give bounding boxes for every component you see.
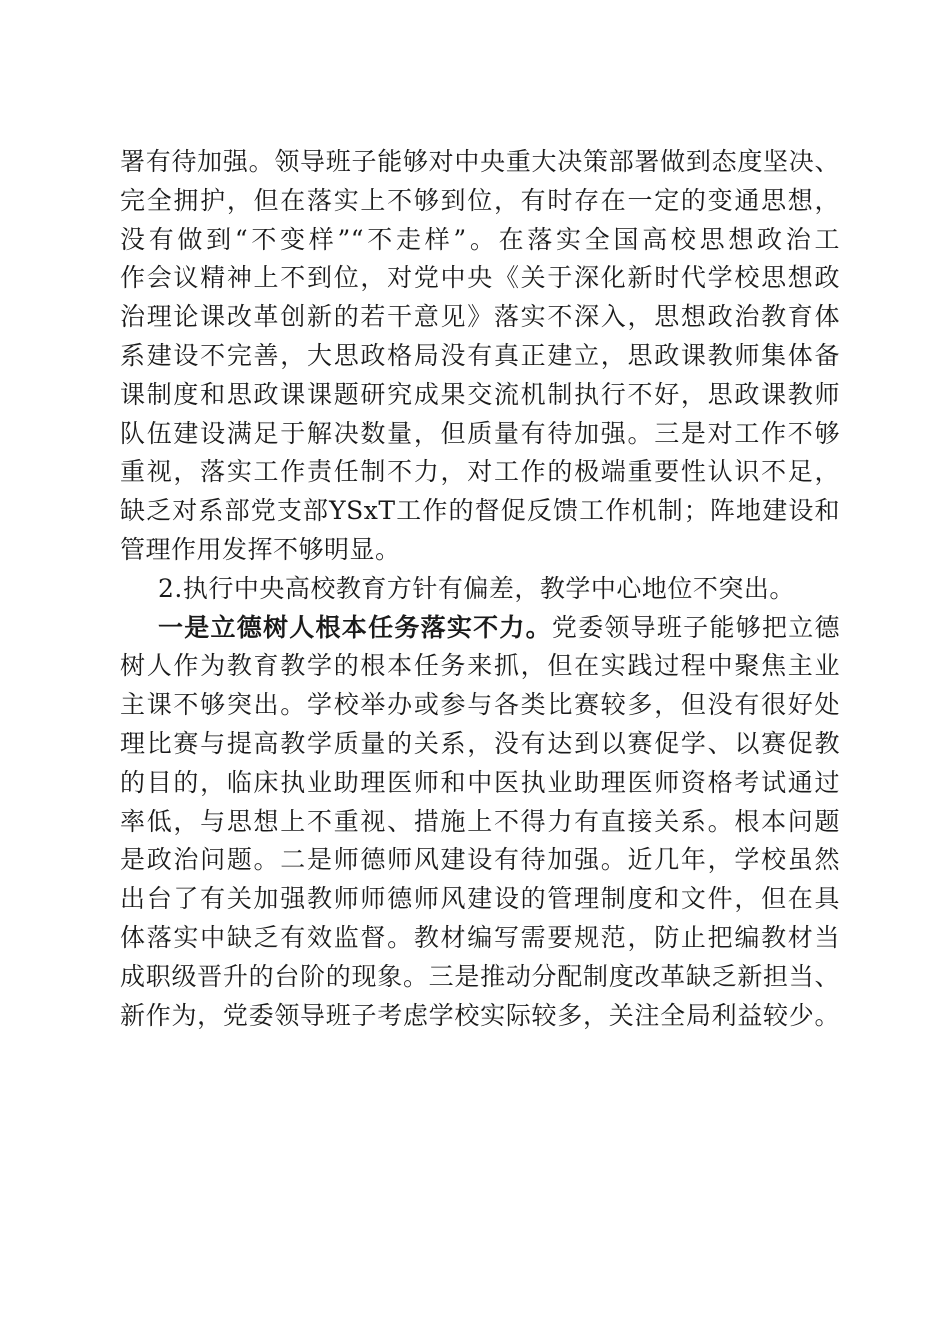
lead-line-rest: 党委领导班子能够把立德 [551,612,840,642]
text-line: 缺乏对系部党支部YSxT工作的督促反馈工作机制；阵地建设和 [120,496,840,526]
text-line: 系建设不完善，大思政格局没有真正建立，思政课教师集体备 [120,340,840,370]
text-line: 理比赛与提高教学质量的关系，没有达到以赛促学、以赛促教 [120,728,840,758]
text-line: 没有做到“不变样”“不走样”。在落实全国高校思想政治工 [120,224,840,254]
text-line: 是政治问题。二是师德师风建设有待加强。近几年，学校虽然 [120,845,840,875]
text-line: 作会议精神上不到位，对党中央《关于深化新时代学校思想政 [120,263,840,293]
section-heading: 2.执行中央高校教育方针有偏差，教学中心地位不突出。 [158,573,795,603]
text-line: 新作为，党委领导班子考虑学校实际较多，关注全局利益较少。 [120,1000,840,1030]
text-line: 的目的，临床执业助理医师和中医执业助理医师资格考试通过 [120,767,840,797]
text-line: 完全拥护，但在落实上不够到位，有时存在一定的变通思想， [120,185,840,215]
document-body [120,143,840,1035]
text-line: 管理作用发挥不够明显。 [120,534,401,564]
text-line: 率低，与思想上不重视、措施上不得力有直接关系。根本问题 [120,806,840,836]
bold-lead-text: 一是立德树人根本任务落实不力。 [158,612,552,642]
text-line: 成职级晋升的台阶的现象。三是推动分配制度改革缺乏新担当、 [120,961,840,991]
text-line: 体落实中缺乏有效监督。教材编写需要规范，防止把编教材当 [120,922,840,952]
text-line [120,609,840,648]
text-line: 主课不够突出。学校举办或参与各类比赛较多，但没有很好处 [120,690,840,720]
text-line: 树人作为教育教学的根本任务来抓，但在实践过程中聚焦主业 [120,651,840,681]
text-line: 署有待加强。领导班子能够对中央重大决策部署做到态度坚决、 [120,147,840,176]
text-line: 重视，落实工作责任制不力，对工作的极端重要性认识不足， [120,457,840,487]
text-line: 治理论课改革创新的若干意见》落实不深入，思想政治教育体 [120,302,840,332]
text-line: 队伍建设满足于解决数量，但质量有待加强。三是对工作不够 [120,418,840,448]
text-line: 出台了有关加强教师师德师风建设的管理制度和文件，但在具 [120,884,840,914]
text-line: 课制度和思政课课题研究成果交流机制执行不好，思政课教师 [120,379,840,409]
